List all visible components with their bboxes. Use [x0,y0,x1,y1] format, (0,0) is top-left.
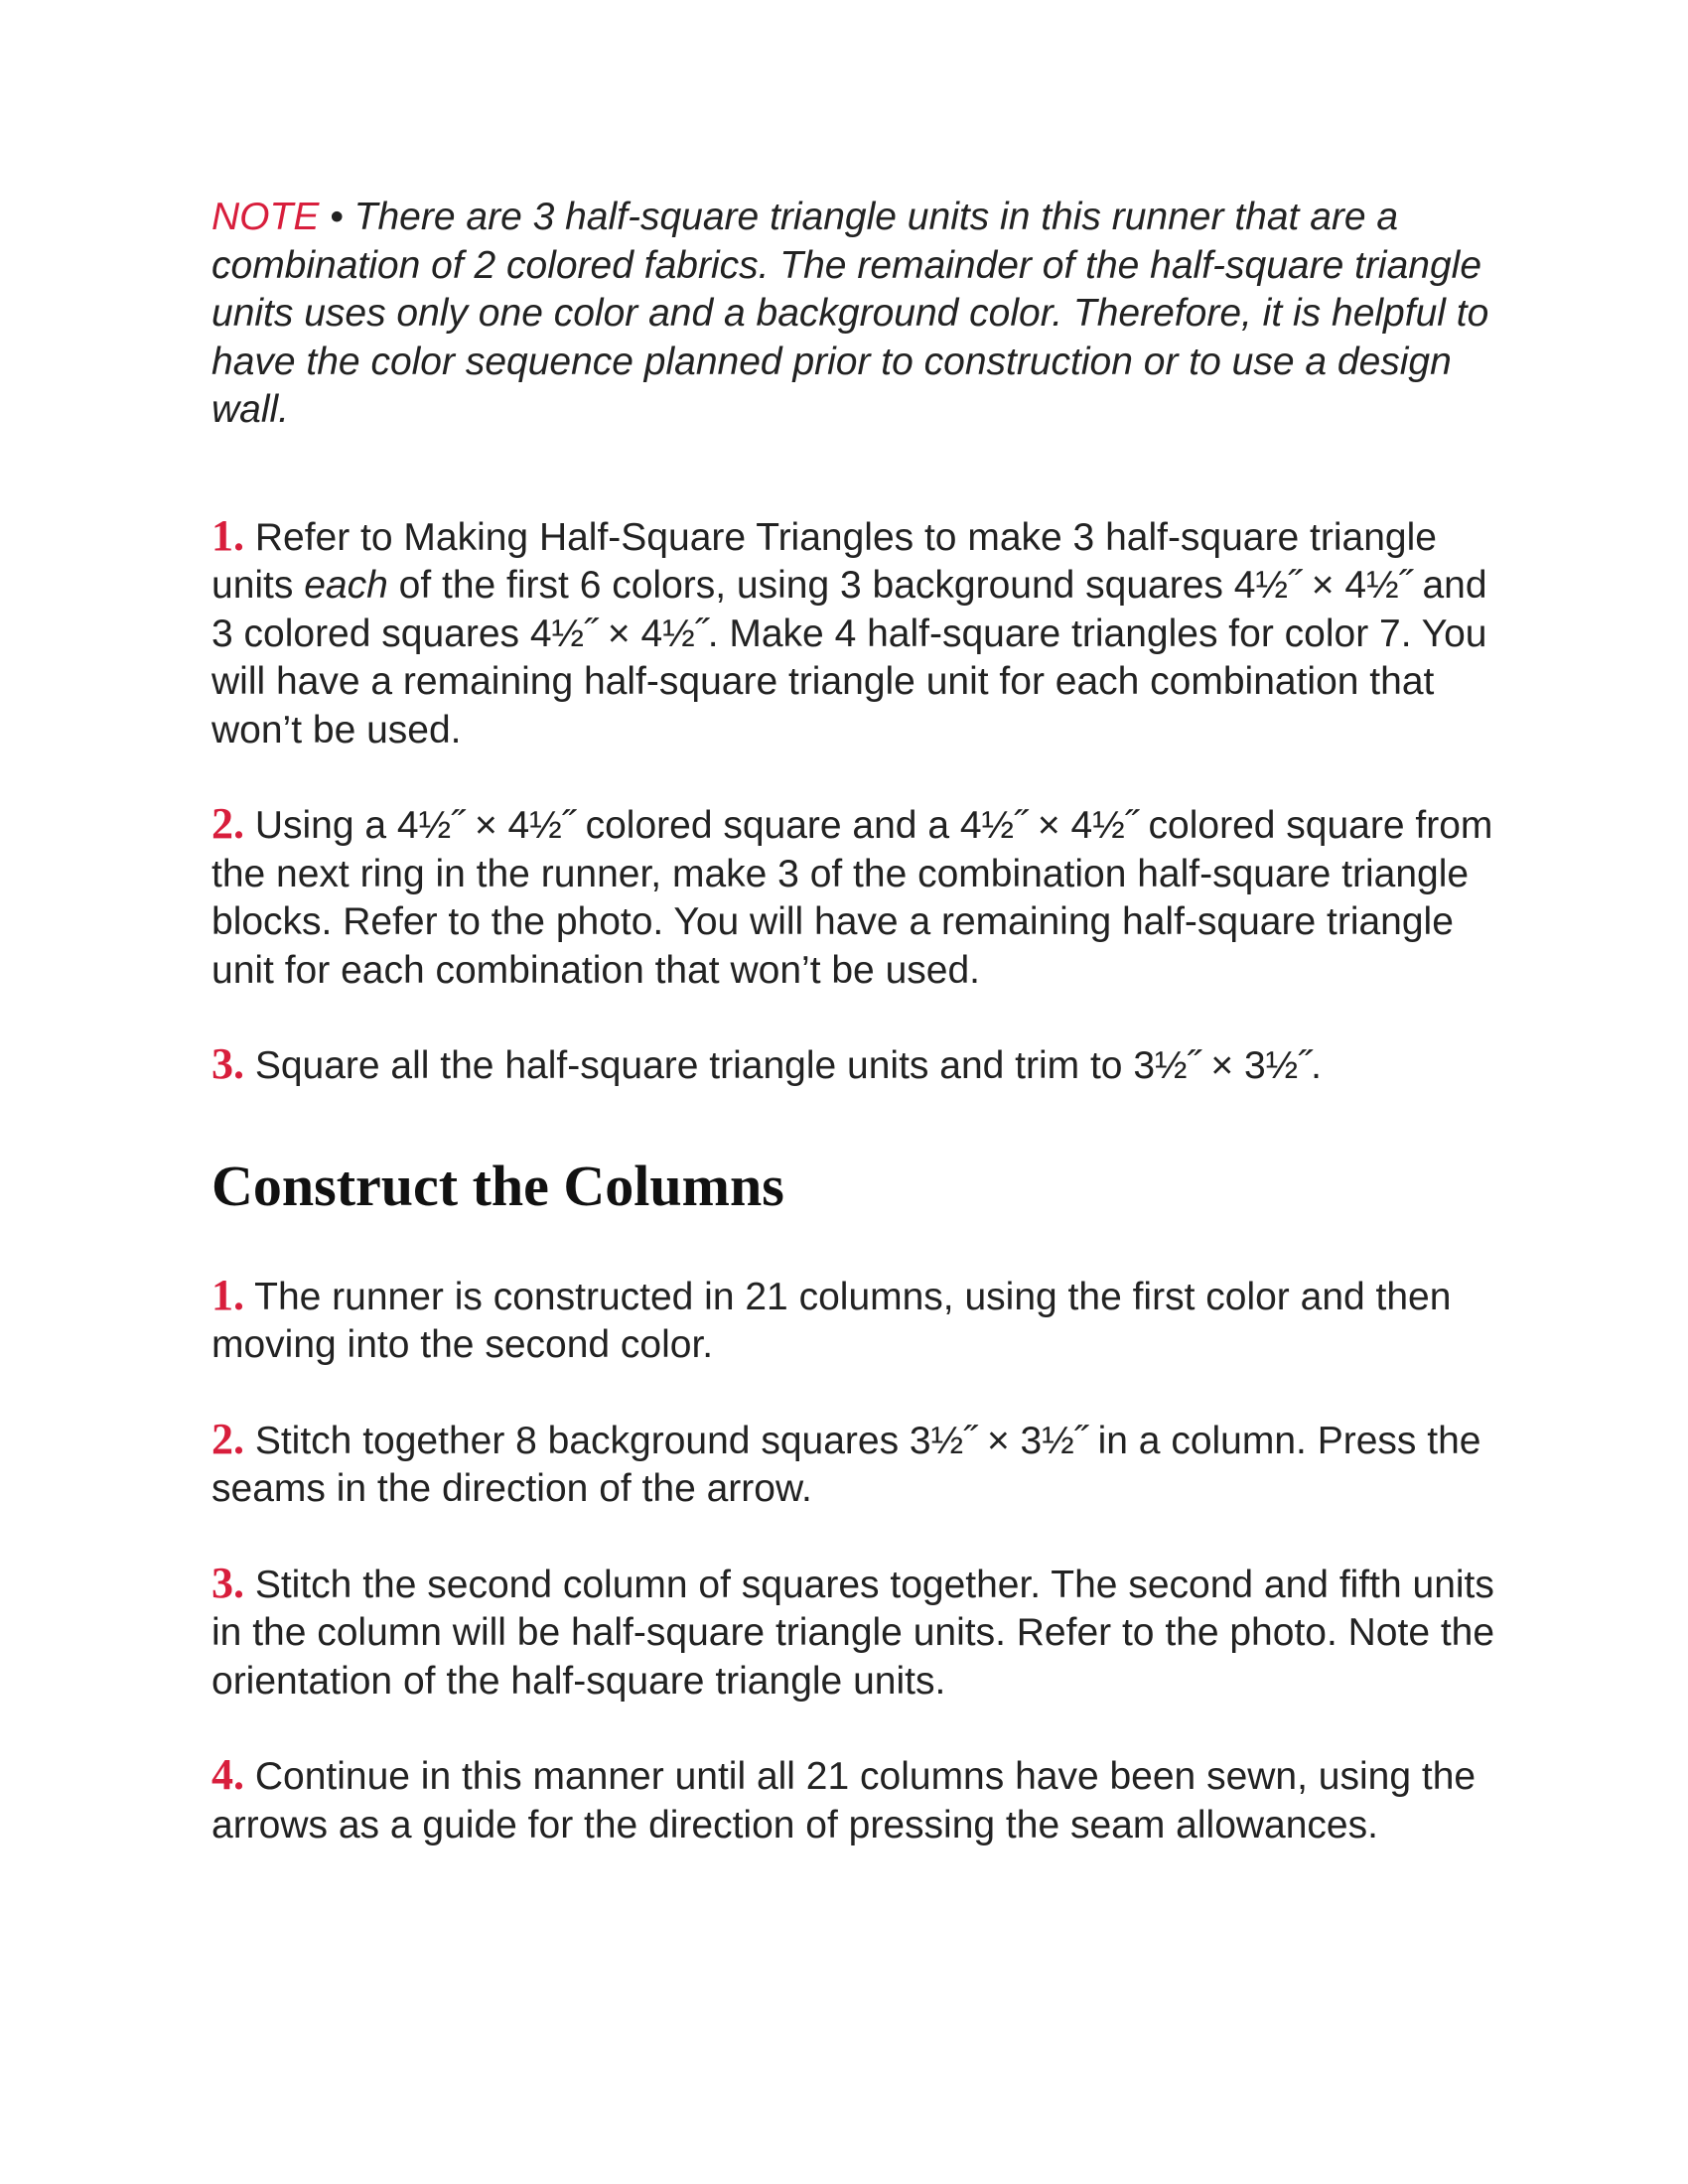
step-text: Stitch the second column of squares together. The second and fifth units in the column will be half-square triangle units. Refer to the photo. Note the orientation of the half-square triangle units. [211,1563,1495,1703]
prep-step-3 [211,1040,1502,1091]
section-heading: Construct the Columns [211,1153,784,1218]
step-number: 4. [211,1750,244,1799]
step-number: 1. [211,1270,244,1319]
document-page [211,194,1502,1895]
column-step-3 [211,1560,1502,1706]
step-number: 3. [211,1039,244,1088]
step-number: 2. [211,1414,244,1463]
note-text: There are 3 half-square triangle units in this runner that are a combination of 2 colored fabrics. The remainder of the half-square triangle units uses only one color and a background color. Therefore, it is helpful to have the color sequence planned prior to construction or to use a design wall. [211,196,1489,431]
step-text: Using a 4½˝ × 4½˝ colored square and a 4½˝ × 4½˝ colored square from the next ring in the runner, make 3 of the combination half-square triangle blocks. Refer to the photo. You will have a remaining half-square triangle unit for each combination that won’t be used. [211,804,1493,992]
step-number: 1. [211,510,244,560]
step-text: Continue in this manner until all 21 columns have been sewn, using the arrows as a guide for the direction of pressing the seam allowances. [211,1755,1477,1846]
note-paragraph [211,194,1502,435]
step-text: The runner is constructed in 21 columns, using the first color and then moving into the second color. [211,1275,1452,1366]
column-step-1 [211,1272,1502,1370]
step-number: 3. [211,1558,244,1607]
note-bullet: • [319,196,354,238]
prep-step-1 [211,512,1502,755]
step-text-emphasis: each [304,564,388,607]
step-text: Square all the half-square triangle units and trim to 3½˝ × 3½˝. [244,1044,1323,1087]
column-step-2 [211,1416,1502,1514]
note-label: NOTE [211,196,320,238]
prep-step-2 [211,800,1502,995]
step-text: of the first 6 colors, using 3 background squares 4½˝ × 4½˝ and 3 colored squares 4½˝ × 4½˝. Make 4 half-square triangles for color 7. You will have a remaining half-square triangle unit for each combination that won’t be used. [211,564,1487,751]
column-step-4 [211,1751,1502,1849]
step-text: Stitch together 8 background squares 3½˝ × 3½˝ in a column. Press the seams in the direction of the arrow. [211,1419,1481,1510]
step-number: 2. [211,799,244,848]
step-text: Refer to Making Half-Square Triangles to make 3 half-square triangle units [211,515,1437,607]
